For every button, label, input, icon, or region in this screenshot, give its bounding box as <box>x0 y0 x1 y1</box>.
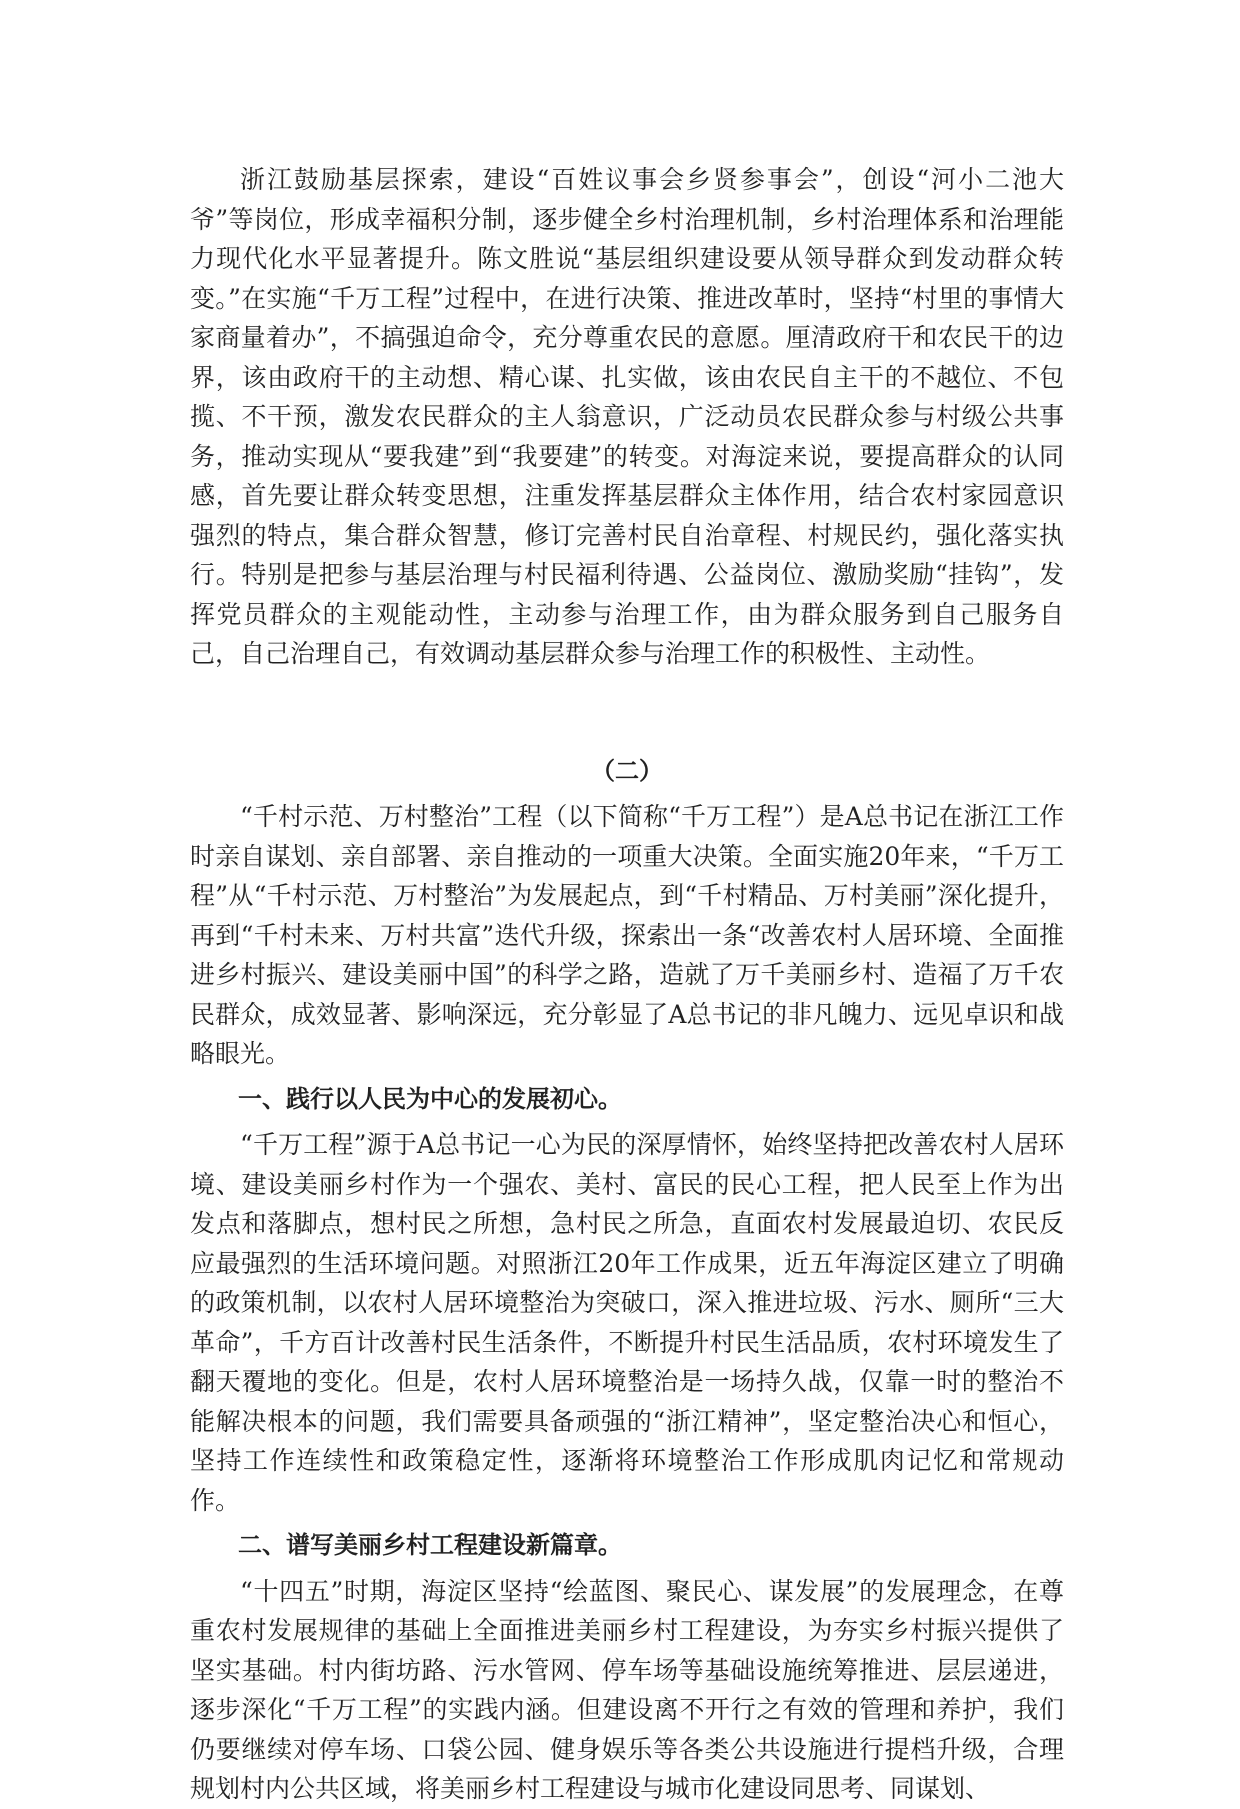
section-title: （二） <box>591 756 663 785</box>
section-spacer <box>190 674 1064 752</box>
paragraph-beautiful-village: “十四五”时期，海淀区坚持“绘蓝图、聚民心、谋发展”的发展理念，在尊重农村发展规律的基础上全面推进美丽乡村工程建设，为夯实乡村振兴提供了坚实基础。村内街坊路、污水管网、停车场等基础设施统筹推进、层层递进，逐步深化“千万工程”的实践内涵。但建设离不开行之有效的管理和养护，我们仍要继续对停车场、口袋公园、健身娱乐等各类公共设施进行提档升级，合理规划村内公共区域，将美丽乡村工程建设与城市化建设同思考、同谋划、 <box>190 1576 1064 1803</box>
document-page <box>190 160 1064 1809</box>
heading-people-centered: 一、践行以人民为中心的发展初心。 <box>238 1084 622 1113</box>
paragraph-project-intro: “千村示范、万村整治”工程（以下简称“千万工程”）是A总书记在浙江工作时亲自谋划、亲自部署、亲自推动的一项重大决策。全面实施20年来，“千万工程”从“千村示范、万村整治”为发展起点，到“千村精品、万村美丽”深化提升，再到“千村未来、万村共富”迭代升级，探索出一条“改善农村人居环境、全面推进乡村振兴、建设美丽中国”的科学之路，造就了万千美丽乡村、造福了万千农民群众，成效显著、影响深远，充分彰显了A总书记的非凡魄力、远见卓识和战略眼光。 <box>190 802 1064 1068</box>
paragraph-people-centered: “千万工程”源于A总书记一心为民的深厚情怀，始终坚持把改善农村人居环境、建设美丽乡村作为一个强农、美村、富民的民心工程，把人民至上作为出发点和落脚点，想村民之所想，急村民之所急，直面农村发展最迫切、农民反应最强烈的生活环境问题。对照浙江20年工作成果，近五年海淀区建立了明确的政策机制，以农村人居环境整治为突破口，深入推进垃圾、污水、厕所“三大革命”，千方百计改善村民生活条件，不断提升村民生活品质，农村环境发生了翻天覆地的变化。但是，农村人居环境整治是一场持久战，仅靠一时的整治不能解决根本的问题，我们需要具备顽强的“浙江精神”，坚定整治决心和恒心，坚持工作连续性和政策稳定性，逐渐将环境整治工作形成肌肉记忆和常规动作。 <box>190 1130 1064 1515</box>
heading-beautiful-village: 二、谱写美丽乡村工程建设新篇章。 <box>238 1531 622 1559</box>
paragraph-village-governance: 浙江鼓励基层探索，建设“百姓议事会乡贤参事会”，创设“河小二池大爷”等岗位，形成幸福积分制，逐步健全乡村治理机制，乡村治理体系和治理能力现代化水平显著提升。陈文胜说“基层组织建设要从领导群众到发动群众转变。”在实施“千万工程”过程中，在进行决策、推进改革时，坚持“村里的事情大家商量着办”，不搞强迫命令，充分尊重农民的意愿。厘清政府干和农民干的边界，该由政府干的主动想、精心谋、扎实做，该由农民自主干的不越位、不包揽、不干预，激发农民群众的主人翁意识，广泛动员农民群众参与村级公共事务，推动实现从“要我建”到“我要建”的转变。对海淀来说，要提高群众的认同感，首先要让群众转变思想，注重发挥基层群众主体作用，结合农村家园意识强烈的特点，集合群众智慧，修订完善村民自治章程、村规民约，强化落实执行。特别是把参与基层治理与村民福利待遇、公益岗位、激励奖励“挂钩”，发挥党员群众的主观能动性，主动参与治理工作，由为群众服务到自己服务自己，自己治理自己，有效调动基层群众参与治理工作的积极性、主动性。 <box>190 165 1064 668</box>
